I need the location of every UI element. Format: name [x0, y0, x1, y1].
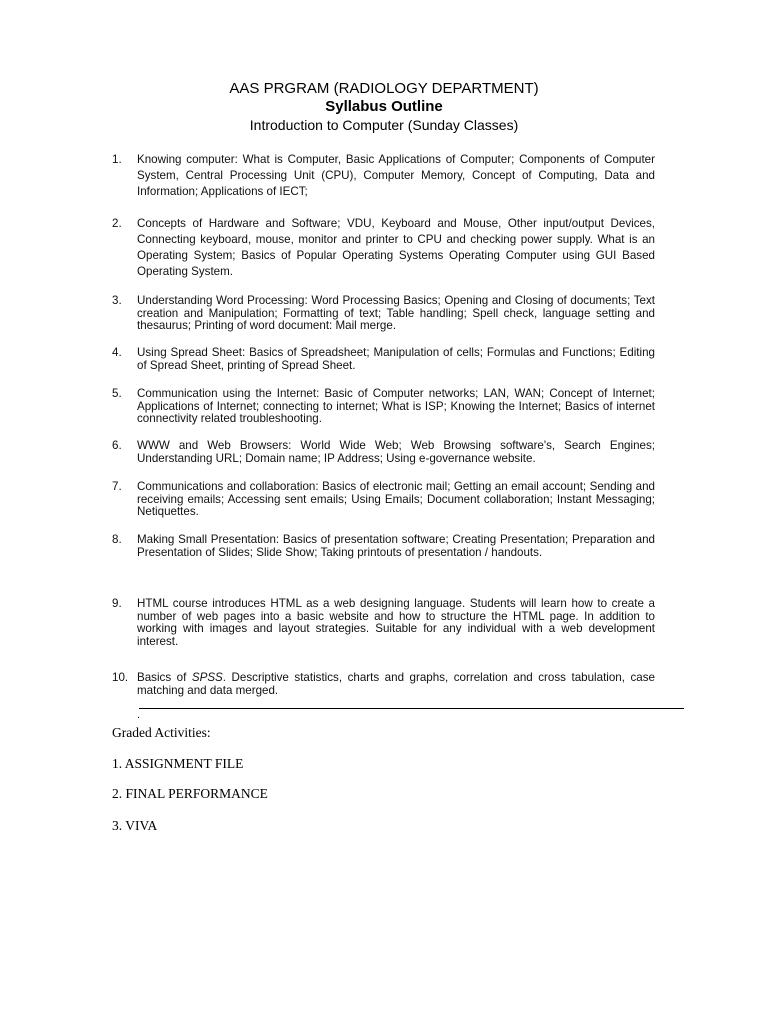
- item-number: 10.: [112, 671, 129, 684]
- item-number: 8.: [112, 533, 122, 546]
- item-number: 6.: [112, 439, 122, 452]
- item-text: HTML course introduces HTML as a web designing language. Students will learn how to create a number of web pages into a basic website and how to structure the HTML page. In addition to working with images and layout strategies. Suitable for any individual with a web development interest.: [137, 597, 655, 648]
- section-divider: [139, 708, 684, 709]
- spss-emphasis: SPSS: [191, 671, 223, 684]
- item-text: Understanding Word Processing: Word Processing Basics; Opening and Closing of documents; Text creation and Manipulation; Formatting of text; Table handling; Spell check, language setting and thesaurus; Printing of word document: Mail merge.: [137, 294, 655, 333]
- item-text: Making Small Presentation: Basics of presentation software; Creating Presentation; Preparation and Presentation of Slides; Slide Show; Taking printouts of presentation / handouts.: [137, 533, 655, 559]
- item-number: 1.: [112, 153, 122, 166]
- syllabus-item-7: [112, 481, 655, 519]
- graded-activity-3: 3. VIVA: [112, 818, 158, 833]
- course-title: Introduction to Computer (Sunday Classes): [249, 117, 519, 133]
- item-text: Knowing computer: What is Computer, Basic Applications of Computer; Components of Computer System, Central Processing Unit (CPU), Computer Memory, Concept of Computing, Data and Information; Applications of IECT;: [137, 153, 655, 198]
- item-number: 7.: [112, 480, 122, 493]
- item-number: 2.: [112, 217, 122, 230]
- item-text: [137, 672, 655, 697]
- item-text: Communications and collaboration: Basics of electronic mail; Getting an email account; Sending and receiving emails; Accessing sent emails; Using Emails; Document collaboration; Instant Messaging; Netiquettes.: [137, 480, 655, 519]
- syllabus-title: Syllabus Outline: [325, 98, 443, 115]
- graded-activity-1: 1. ASSIGNMENT FILE: [112, 756, 244, 771]
- item-number: 9.: [112, 597, 122, 610]
- graded-activity-2: 2. FINAL PERFORMANCE: [112, 786, 268, 801]
- item-text: Communication using the Internet: Basic of Computer networks; LAN, WAN; Concept of Internet; Applications of Internet; connecting to internet; What is ISP; Knowing the Internet; Basics of internet connectivity related troubleshooting.: [137, 387, 655, 426]
- item-number: 5.: [112, 387, 122, 400]
- item-number: 4.: [112, 346, 122, 359]
- syllabus-item-3: [112, 295, 655, 333]
- syllabus-item-4: [112, 347, 655, 372]
- syllabus-item-6: [112, 440, 655, 465]
- item-number: 3.: [112, 294, 122, 307]
- syllabus-item-8: [112, 534, 655, 559]
- graded-activities-heading: Graded Activities:: [112, 725, 211, 740]
- program-title: AAS PRGRAM (RADIOLOGY DEPARTMENT): [229, 80, 539, 97]
- divider-mark: .: [137, 709, 141, 721]
- item-text-after: . Descriptive statistics, charts and graphs, correlation and cross tabulation, case matching and data merged.: [137, 671, 655, 697]
- syllabus-item-5: [112, 388, 655, 426]
- syllabus-item-9: [112, 598, 655, 648]
- syllabus-item-10: [112, 672, 655, 697]
- syllabus-item-1: [112, 152, 655, 200]
- item-text: WWW and Web Browsers: World Wide Web; Web Browsing software's, Search Engines; Understanding URL; Domain name; IP Address; Using e-governance website.: [137, 439, 655, 465]
- document-header: [0, 80, 768, 134]
- item-text: Concepts of Hardware and Software; VDU, Keyboard and Mouse, Other input/output Devices, Connecting keyboard, mouse, monitor and printer to CPU and checking power supply. What is an Operating System; Basics of Popular Operating Systems Operating Computer using GUI Based Operating System.: [137, 217, 655, 278]
- item-text: Using Spread Sheet: Basics of Spreadsheet; Manipulation of cells; Formulas and Functions; Editing of Spread Sheet, printing of Spread Sheet.: [137, 346, 655, 372]
- syllabus-item-2: [112, 216, 655, 280]
- item-text-before: Basics of: [137, 671, 192, 684]
